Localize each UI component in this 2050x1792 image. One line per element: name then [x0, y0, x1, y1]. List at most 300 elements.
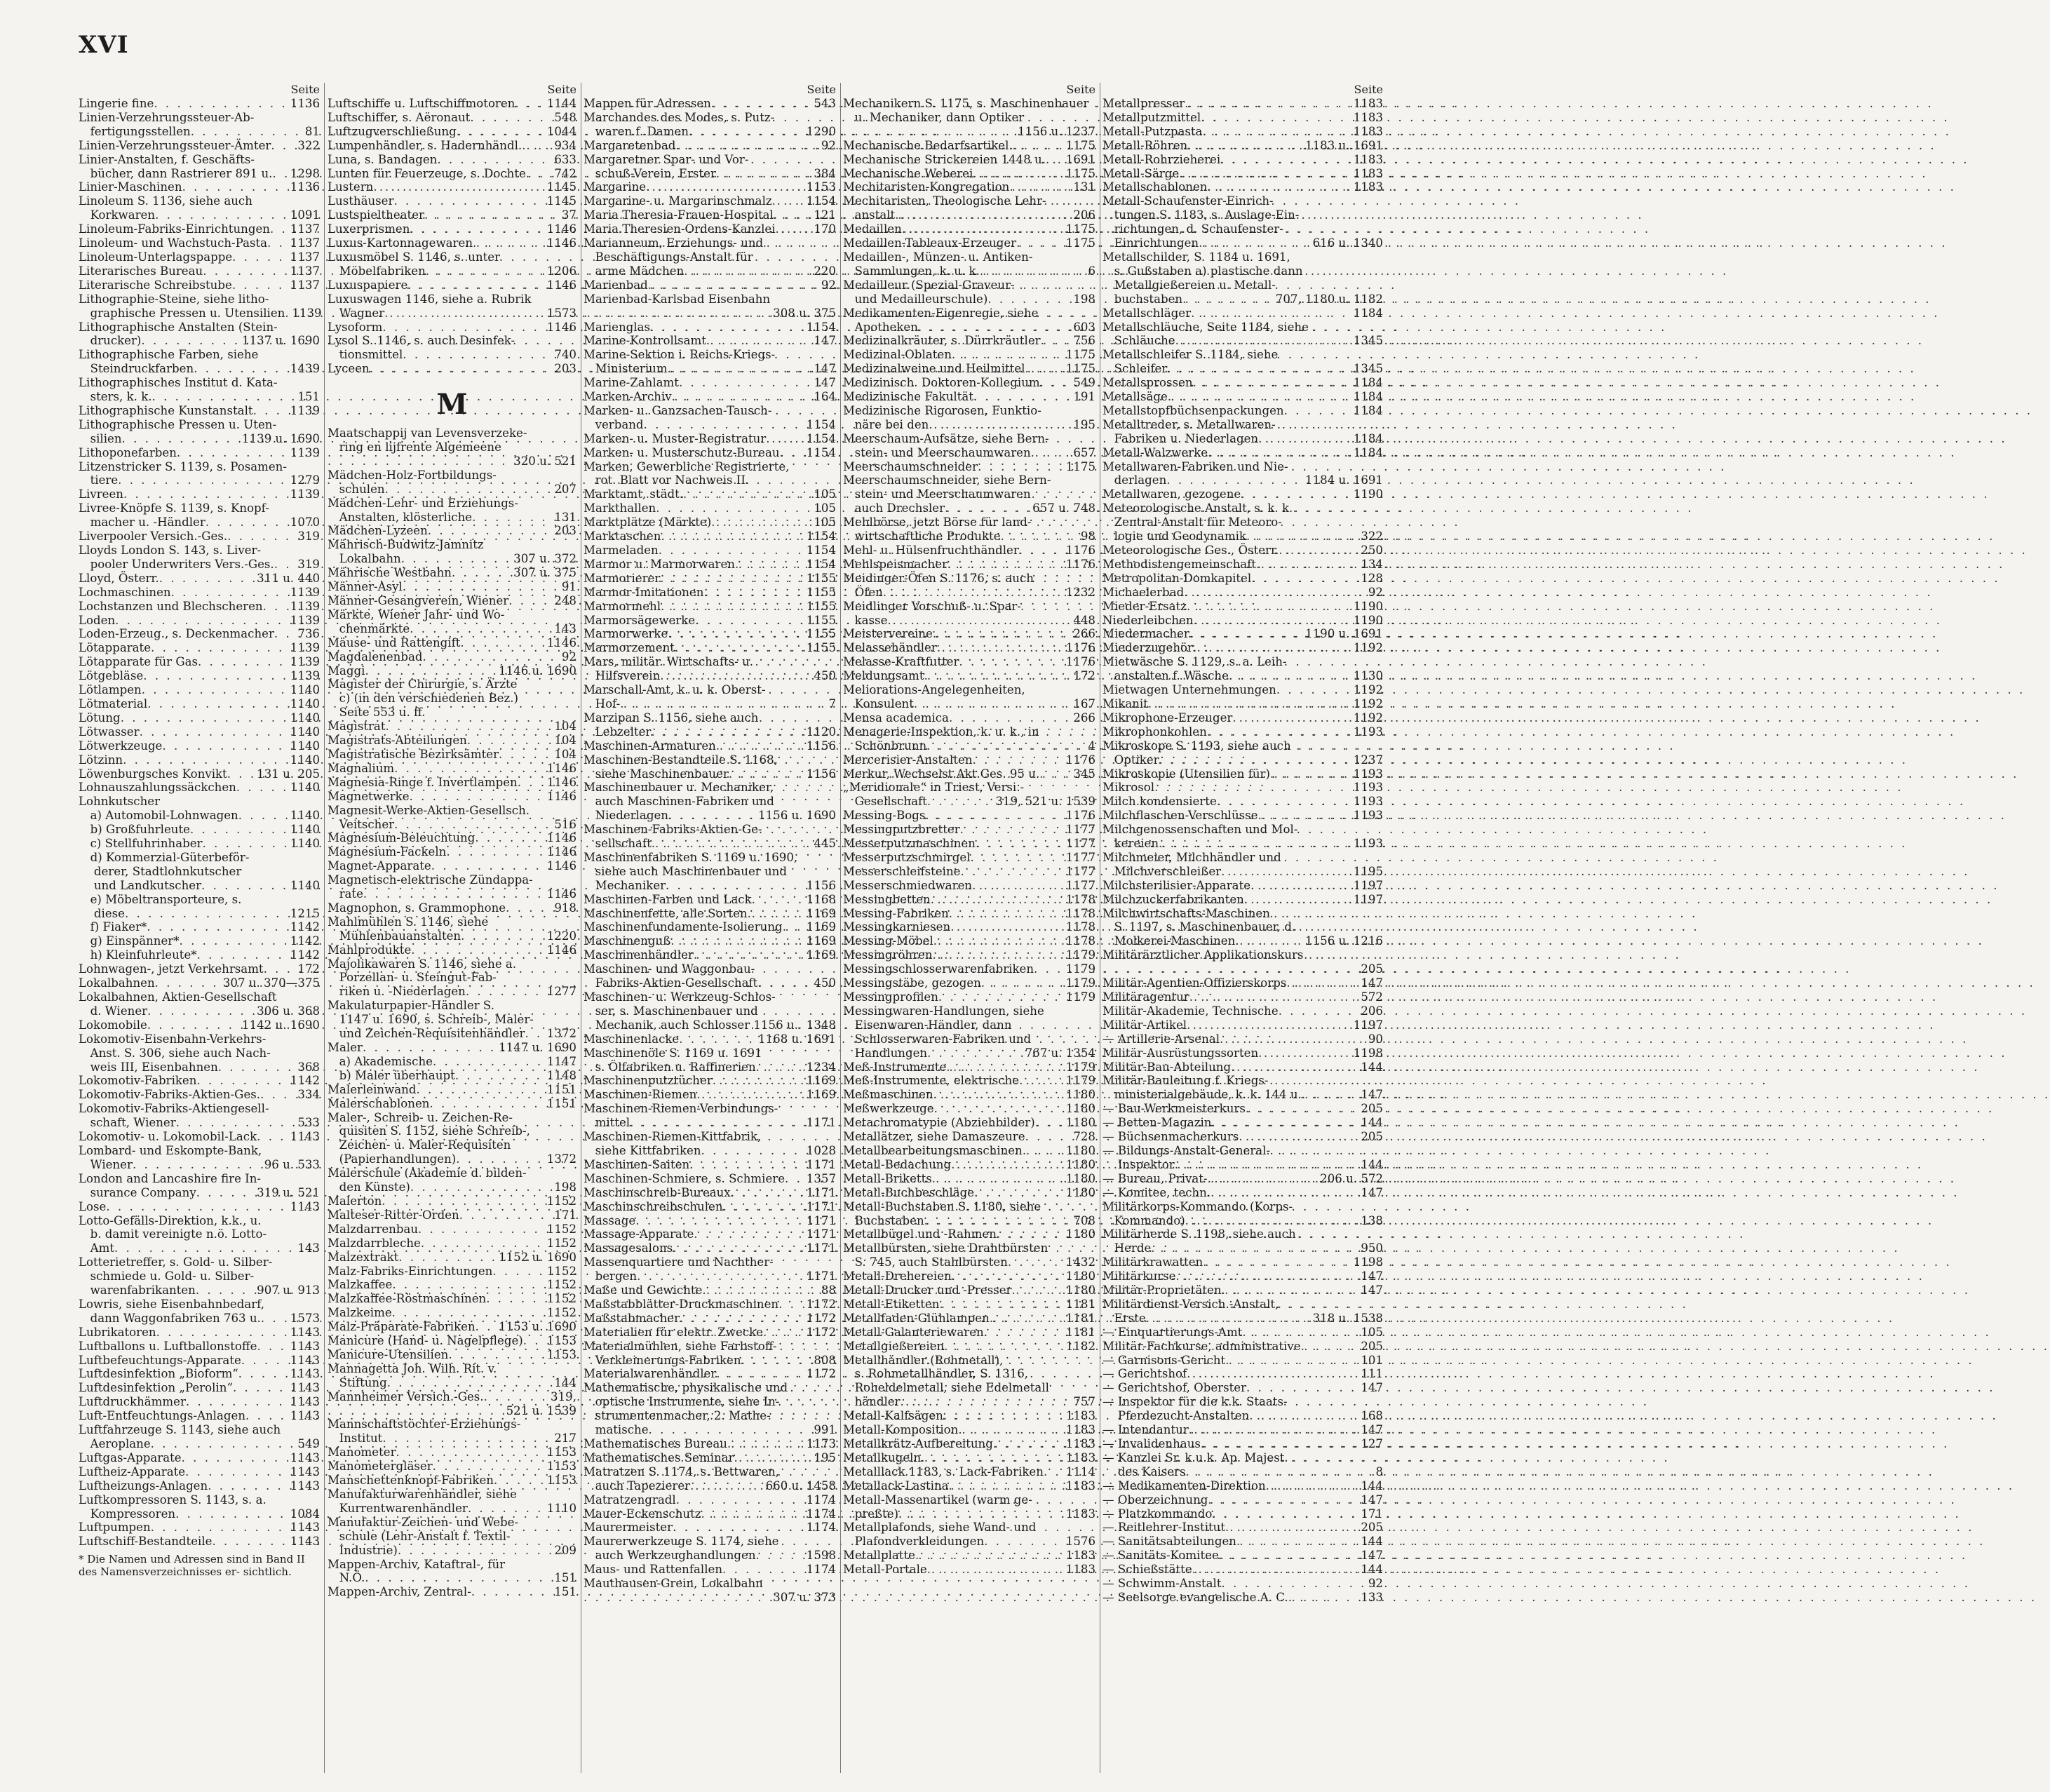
index-entry — [1102, 446, 1383, 460]
entry-term: Malerleinwand — [328, 1082, 417, 1096]
entry-term: derer, Stadtlohnkutscher — [79, 864, 242, 878]
index-entry — [843, 1172, 1095, 1186]
index-entry — [1102, 586, 1383, 600]
index-entry — [328, 664, 576, 678]
index-entry — [79, 990, 320, 1004]
leader-dots — [1207, 725, 1351, 739]
leader-dots — [422, 650, 558, 664]
entry-term: diese — [79, 906, 125, 920]
entry-term: Marianneum, Erziehungs- und — [584, 236, 764, 250]
index-entry — [584, 473, 836, 487]
index-entry — [328, 1530, 576, 1544]
leader-dots — [926, 739, 1085, 753]
entry-term: Maatschappij van Levensverzeke- — [328, 426, 527, 440]
index-entry — [843, 865, 1095, 879]
entry-term: — Oberzeichnung — [1102, 1493, 1208, 1507]
entry-term: — Büchsenmacherkurs — [1102, 1130, 1239, 1144]
leader-dots — [914, 697, 1070, 711]
entry-term: Metallgießereien — [843, 1339, 945, 1353]
entry-term: — Gerichtshof — [1102, 1367, 1187, 1381]
leader-dots — [939, 1298, 1063, 1312]
entry-term: Medizinalkräuter, s. Dürrkräutler — [843, 334, 1041, 348]
index-entry — [79, 153, 320, 167]
entry-term: Wagner — [328, 306, 385, 320]
leader-dots — [659, 544, 804, 558]
entry-term: Inspektor — [1102, 1157, 1175, 1171]
leader-dots — [484, 1390, 548, 1404]
entry-page: 1184 — [1353, 306, 1383, 320]
index-entry — [843, 544, 1095, 558]
leader-dots — [950, 920, 1063, 934]
entry-term: tionsmittel — [328, 348, 403, 362]
leader-dots — [1208, 446, 1351, 460]
entry-page: 92 — [1368, 1577, 1383, 1591]
entry-page: 1193 — [1353, 837, 1383, 851]
entry-page: 1192 — [1353, 641, 1383, 655]
entry-page: 1180 — [1065, 1185, 1095, 1199]
index-entry — [843, 781, 1095, 795]
entry-term: Mechanische Strickereien 1448 u. — [843, 152, 1046, 166]
leader-dots — [263, 600, 288, 614]
leader-dots — [673, 1241, 804, 1255]
entry-term: Maria Theresia-Frauen-Hospital — [584, 208, 774, 222]
leader-dots — [1185, 97, 1351, 111]
leader-dots — [675, 139, 818, 153]
index-entry — [1102, 1409, 1383, 1423]
entry-term: Anstalten, klösterliche — [328, 510, 473, 524]
entry-term: Luft-Entfeuchtungs-Anlagen — [79, 1409, 246, 1423]
index-entry — [328, 873, 576, 887]
entry-term: Metall-Rohrzieherei — [1102, 152, 1221, 166]
entry-term: Malz-Präparate-Fabriken — [328, 1320, 476, 1334]
index-entry — [1102, 473, 1383, 487]
entry-page: 191 — [1073, 390, 1095, 404]
entry-page: 1573 — [290, 1311, 320, 1325]
entry-page: 104 — [554, 720, 576, 734]
index-entry — [843, 795, 1095, 809]
entry-term: Metalltreder, s. Metallwaren- — [1102, 417, 1276, 431]
entry-page: 1139 — [290, 487, 320, 501]
index-entry — [843, 404, 1095, 418]
index-entry — [328, 692, 576, 706]
index-entry — [584, 530, 836, 544]
index-entry — [79, 1326, 320, 1340]
entry-term: Medaillen-Tableaux-Erzeuger — [843, 236, 1017, 250]
index-entry — [584, 879, 836, 893]
leader-dots — [898, 1507, 1063, 1521]
entry-term: Luftschiffer, s. Aëronaut — [328, 110, 471, 124]
index-entry — [584, 572, 836, 586]
entry-page: 1139 — [290, 655, 320, 669]
leader-dots — [943, 1409, 1063, 1423]
entry-term: s. Ölfabriken u. Raffinerien — [584, 1060, 756, 1074]
entry-page: 1152 — [546, 1278, 576, 1292]
index-entry — [328, 1013, 576, 1027]
entry-term: und Medailleurschule) — [843, 292, 988, 306]
entry-page: 1156 u. 1216 — [1305, 934, 1383, 948]
index-entry — [843, 711, 1095, 725]
entry-term: Messingbetten — [843, 892, 931, 906]
leader-dots — [411, 943, 544, 957]
leader-dots — [1175, 334, 1351, 348]
entry-page: 1137 — [290, 250, 320, 264]
leader-dots — [227, 767, 254, 781]
leader-dots — [741, 1354, 811, 1368]
leader-dots — [416, 1083, 544, 1097]
entry-term: Magnalium — [328, 761, 395, 775]
leader-dots — [1025, 362, 1063, 376]
entry-term: Luftheizungs-Anlagen — [79, 1478, 208, 1493]
entry-page: 205 — [1361, 1102, 1383, 1116]
entry-page: 250 — [1361, 544, 1383, 557]
leader-dots — [676, 1493, 804, 1507]
index-entry — [79, 208, 320, 222]
entry-page: 131 — [1073, 180, 1095, 194]
entry-page: 319 — [297, 557, 320, 571]
index-entry — [1102, 516, 1383, 530]
entry-term: Korkwaren — [79, 208, 156, 222]
leader-dots — [648, 278, 818, 292]
page-number: XVI — [79, 31, 129, 59]
entry-term: Lokomotiv-Fabriks-Aktien-Ges. — [79, 1088, 261, 1102]
entry-term: Marken- u. Ganzsachen-Tausch- — [584, 403, 772, 417]
index-entry — [843, 292, 1095, 306]
leader-dots — [467, 734, 551, 748]
index-entry — [79, 1284, 320, 1298]
entry-term: Mechanische Bedarfsartikel — [843, 138, 1009, 152]
index-entry — [584, 1046, 836, 1060]
entry-page: 105 — [814, 487, 836, 501]
index-entry — [1102, 558, 1383, 572]
leader-dots — [1258, 432, 1351, 446]
entry-term: Veitscher — [328, 817, 395, 831]
entry-term: — Bildungs-Anstalt-General- — [1102, 1143, 1271, 1157]
leader-dots — [470, 111, 551, 125]
leader-dots — [1189, 1423, 1358, 1437]
entry-term: Maschinenfundamente-Isolierung — [584, 920, 783, 934]
leader-dots — [114, 1241, 295, 1255]
index-entry — [584, 236, 836, 250]
index-entry — [328, 1041, 576, 1055]
leader-dots — [727, 1437, 804, 1451]
index-entry — [79, 460, 320, 474]
index-entry — [584, 1507, 836, 1521]
entry-term: Maurermeister — [584, 1521, 673, 1535]
index-entry — [584, 1269, 836, 1284]
leader-dots — [1235, 934, 1302, 948]
entry-term: Meerschaumschneider — [843, 459, 978, 473]
entry-page: 164 — [814, 390, 836, 404]
entry-term: — Artillerie-Arsenal — [1102, 1032, 1220, 1046]
index-entry — [584, 627, 836, 641]
entry-term: Malzdarrbleche — [328, 1236, 421, 1250]
entry-term: Lysol S. 1146, s. auch Desinfek- — [328, 334, 515, 348]
entry-term: Meßwerkzeuge — [843, 1102, 934, 1116]
entry-term: Löwenburgsches Konvikt — [79, 767, 227, 781]
entry-term: weis III, Eisenbahnen — [79, 1060, 218, 1074]
entry-term: Meldungsamt — [843, 669, 924, 683]
leader-dots — [690, 1479, 762, 1493]
entry-page: 1155 — [806, 641, 836, 655]
entry-term: Medizinalweine und Heilmittel — [843, 362, 1025, 376]
index-entry — [79, 1004, 320, 1018]
entry-term: Metall-Drehereien — [843, 1269, 952, 1284]
entry-page: 206 u. 572 — [1320, 1171, 1383, 1185]
entry-page: 1171 — [806, 1185, 836, 1199]
entry-term: Mercerisier-Anstalten — [843, 753, 973, 767]
leader-dots — [927, 1563, 1063, 1577]
entry-page: 907 u. 913 — [257, 1284, 320, 1298]
entry-term: Maschinen-Riemen-Verbindungs- — [584, 1102, 778, 1116]
entry-term: Materialwarenhändler — [584, 1367, 717, 1381]
entry-page: 1184 — [1353, 376, 1383, 390]
entry-term: auch Maschinen-Fabriken und — [584, 795, 774, 809]
entry-term: Melassehändler — [843, 641, 937, 655]
entry-term: Massage-Apparate — [584, 1227, 694, 1241]
entry-page: 516 — [554, 817, 576, 831]
leader-dots — [257, 1340, 287, 1354]
entry-page: 1290 — [806, 124, 836, 138]
entry-term: Metall-Galanteriewaren — [843, 1325, 984, 1339]
index-entry — [584, 125, 836, 139]
index-entry — [584, 1227, 836, 1241]
entry-term: Makulaturpapier-Händler S. — [328, 999, 494, 1013]
entry-page: 572 — [1361, 990, 1383, 1004]
index-entry — [843, 278, 1095, 292]
index-entry — [328, 1097, 576, 1111]
index-entry — [79, 809, 320, 823]
entry-page: 1175 — [1065, 138, 1095, 152]
leader-dots — [494, 1474, 544, 1488]
entry-page: 1152 — [546, 1236, 576, 1250]
index-entry — [843, 306, 1095, 321]
entry-page: 1130 — [1353, 669, 1383, 683]
entry-term: Mauer-Eckenschutz — [584, 1507, 701, 1521]
leader-dots — [931, 893, 1063, 907]
entry-term: Luftdesinfektion „Bioform“ — [79, 1367, 238, 1381]
entry-page: 207 — [554, 482, 576, 496]
index-entry — [79, 934, 320, 948]
entry-term: stein- und Meerschaumwaren — [843, 487, 1031, 501]
leader-dots — [895, 208, 1070, 222]
entry-page: 1143 — [290, 1130, 320, 1144]
index-entry — [328, 538, 576, 552]
entry-page: 334 — [297, 1088, 320, 1102]
entry-term: Medizinisch. Doktoren-Kollegium — [843, 376, 1040, 390]
index-entry — [584, 753, 836, 767]
entry-term: Luftkompressoren S. 1143, s. a. — [79, 1493, 267, 1507]
index-entry — [79, 264, 320, 278]
entry-term: Meliorations-Angelegenheiten, — [843, 683, 1025, 697]
entry-page: 1177 — [1065, 850, 1095, 864]
entry-page: 384 — [814, 166, 836, 180]
index-entry — [328, 111, 576, 125]
index-entry — [584, 334, 836, 348]
entry-term: Steindruckfarben — [79, 362, 194, 376]
entry-page: 1184 — [1353, 403, 1383, 417]
leader-dots — [1246, 1381, 1358, 1395]
index-entry — [843, 739, 1095, 753]
leader-dots — [661, 600, 804, 614]
index-entry — [1102, 1269, 1383, 1284]
entry-term: Männer-Asyl — [328, 580, 403, 594]
entry-term: Messingputzbretter — [843, 823, 960, 837]
index-entry — [843, 1284, 1095, 1298]
leader-dots — [993, 1437, 1063, 1451]
entry-page: 1169 — [806, 906, 836, 920]
index-entry — [843, 250, 1095, 264]
entry-page: 1143 — [290, 1199, 320, 1213]
seite-header: Seite — [547, 83, 576, 96]
entry-term: Ministerium — [584, 362, 668, 376]
entry-term: Luxuswagen 1146, siehe a. Rubrik — [328, 292, 532, 306]
index-entry — [79, 948, 320, 962]
entry-page: 1114 — [1065, 1464, 1095, 1478]
index-entry — [584, 1563, 836, 1577]
entry-page: 220 — [814, 264, 836, 278]
leader-dots — [976, 837, 1063, 851]
index-entry — [79, 125, 320, 139]
index-entry — [584, 180, 836, 194]
leader-dots — [1034, 962, 1063, 976]
index-entry — [843, 851, 1095, 865]
entry-page: 1237 — [1353, 753, 1383, 767]
index-entry — [843, 460, 1095, 474]
leader-dots — [997, 1227, 1063, 1241]
entry-term: verband — [584, 417, 644, 431]
entry-term: Luftzugverschließung — [328, 124, 457, 138]
index-entry — [79, 111, 320, 125]
entry-page: 1179 — [1065, 948, 1095, 962]
entry-page: 1142 — [290, 934, 320, 948]
entry-page: 1171 — [806, 1269, 836, 1284]
entry-term: Maschinen-Bestandteile S. 1168, — [584, 753, 778, 767]
index-entry — [1102, 1507, 1383, 1521]
leader-dots — [196, 1074, 287, 1088]
entry-page: 1146 — [546, 789, 576, 803]
leader-dots — [951, 1158, 1063, 1172]
leader-dots — [151, 641, 288, 655]
entry-term: Linien-Verzehrungssteuer-Ämter — [79, 138, 271, 152]
entry-page: 306 u. 368 — [257, 1004, 320, 1018]
entry-term: Mannagetta Joh. Wilh. Rit. v. — [328, 1361, 497, 1375]
entry-term: Lowris, siehe Eisenbahnbedarf, — [79, 1297, 264, 1311]
index-entry — [843, 948, 1095, 962]
index-entry — [843, 97, 1095, 111]
index-entry — [843, 1381, 1095, 1395]
leader-dots — [1202, 125, 1350, 139]
entry-page: 144 — [1361, 1116, 1383, 1130]
entry-page: 307 u. 372 — [513, 552, 576, 566]
entry-term: Maßstabmacher — [584, 1311, 680, 1325]
index-entry — [79, 1046, 320, 1060]
index-entry — [1102, 1200, 1383, 1214]
leader-dots — [650, 321, 804, 335]
entry-term: c) Stellfuhrinhaber — [79, 837, 203, 851]
entry-page: 198 — [1073, 292, 1095, 306]
entry-page: 1139 — [290, 403, 320, 417]
leader-dots — [448, 1348, 544, 1362]
leader-dots — [1231, 1060, 1358, 1074]
entry-term: Kommando) — [1102, 1213, 1185, 1227]
index-entry — [843, 264, 1095, 278]
leader-dots — [649, 1423, 811, 1437]
entry-page: 1148 — [546, 1068, 576, 1082]
index-entry — [1102, 1144, 1383, 1158]
index-entry — [584, 1395, 836, 1409]
entry-page: 205 — [1361, 1339, 1383, 1353]
entry-page: 131 u. 205 — [257, 767, 320, 781]
entry-term: fertigungsstellen — [79, 124, 191, 138]
leader-dots — [232, 278, 288, 292]
leader-dots — [227, 530, 295, 544]
entry-term: Lose — [79, 1199, 107, 1213]
index-entry — [328, 622, 576, 636]
index-entry — [1102, 1255, 1383, 1269]
leader-dots — [410, 790, 544, 804]
entry-term: Maschinenlacke — [584, 1032, 680, 1046]
entry-page: 1137 — [290, 278, 320, 292]
entry-page: 1146 — [546, 887, 576, 901]
entry-page: 1140 — [290, 823, 320, 837]
entry-term: Magnophon, s. Grammophone — [328, 901, 506, 915]
entry-page: 1175 — [1065, 459, 1095, 473]
entry-term: schmiede u. Gold- u. Silber- — [79, 1269, 255, 1284]
entry-term: Metachromatypie (Abziehbilder) — [843, 1116, 1035, 1130]
index-entry — [584, 1409, 836, 1423]
leader-dots — [1175, 1269, 1358, 1284]
entry-page: 1180 — [1065, 1157, 1095, 1171]
index-entry — [79, 725, 320, 739]
entry-page: 1183 — [1065, 1563, 1095, 1577]
leader-dots — [959, 655, 1063, 669]
entry-page: 549 — [1073, 376, 1095, 390]
index-entry — [584, 600, 836, 614]
index-entry — [843, 125, 1095, 139]
entry-term: Lithoponefarben — [79, 445, 177, 459]
index-entry — [79, 376, 320, 390]
entry-term: Maus- und Rattenfallen — [584, 1563, 723, 1577]
index-entry — [584, 1326, 836, 1340]
index-entry — [843, 655, 1095, 669]
entry-term: Marine-Kontrollsamt — [584, 334, 706, 348]
leader-dots — [1009, 180, 1070, 194]
index-entry — [328, 748, 576, 762]
entry-term: Marienbad — [584, 278, 648, 292]
index-entry — [1102, 1298, 1383, 1312]
entry-page: 1175 — [1065, 348, 1095, 362]
leader-dots — [460, 636, 544, 650]
entry-term: Metalllack 1183, s. Lack-Fabriken — [843, 1464, 1044, 1478]
index-entry — [584, 614, 836, 628]
entry-term: Malzkeime — [328, 1306, 392, 1320]
leader-dots — [927, 795, 993, 809]
leader-dots — [1166, 473, 1302, 487]
index-entry — [328, 1124, 576, 1138]
leader-dots — [182, 1451, 288, 1465]
leader-dots — [418, 1222, 544, 1237]
index-entry — [843, 1004, 1095, 1018]
entry-term: Messing-Fabriken — [843, 906, 949, 920]
leader-dots — [508, 594, 551, 608]
entry-term: Massagesalons — [584, 1241, 673, 1255]
entry-term: Mehlspeismacher — [843, 557, 948, 571]
entry-term: Luftbefeuchtungs-Apparate — [79, 1353, 241, 1367]
leader-dots — [644, 418, 804, 432]
index-entry — [584, 669, 836, 683]
entry-page: 549 — [297, 1437, 320, 1450]
leader-dots — [177, 446, 288, 460]
